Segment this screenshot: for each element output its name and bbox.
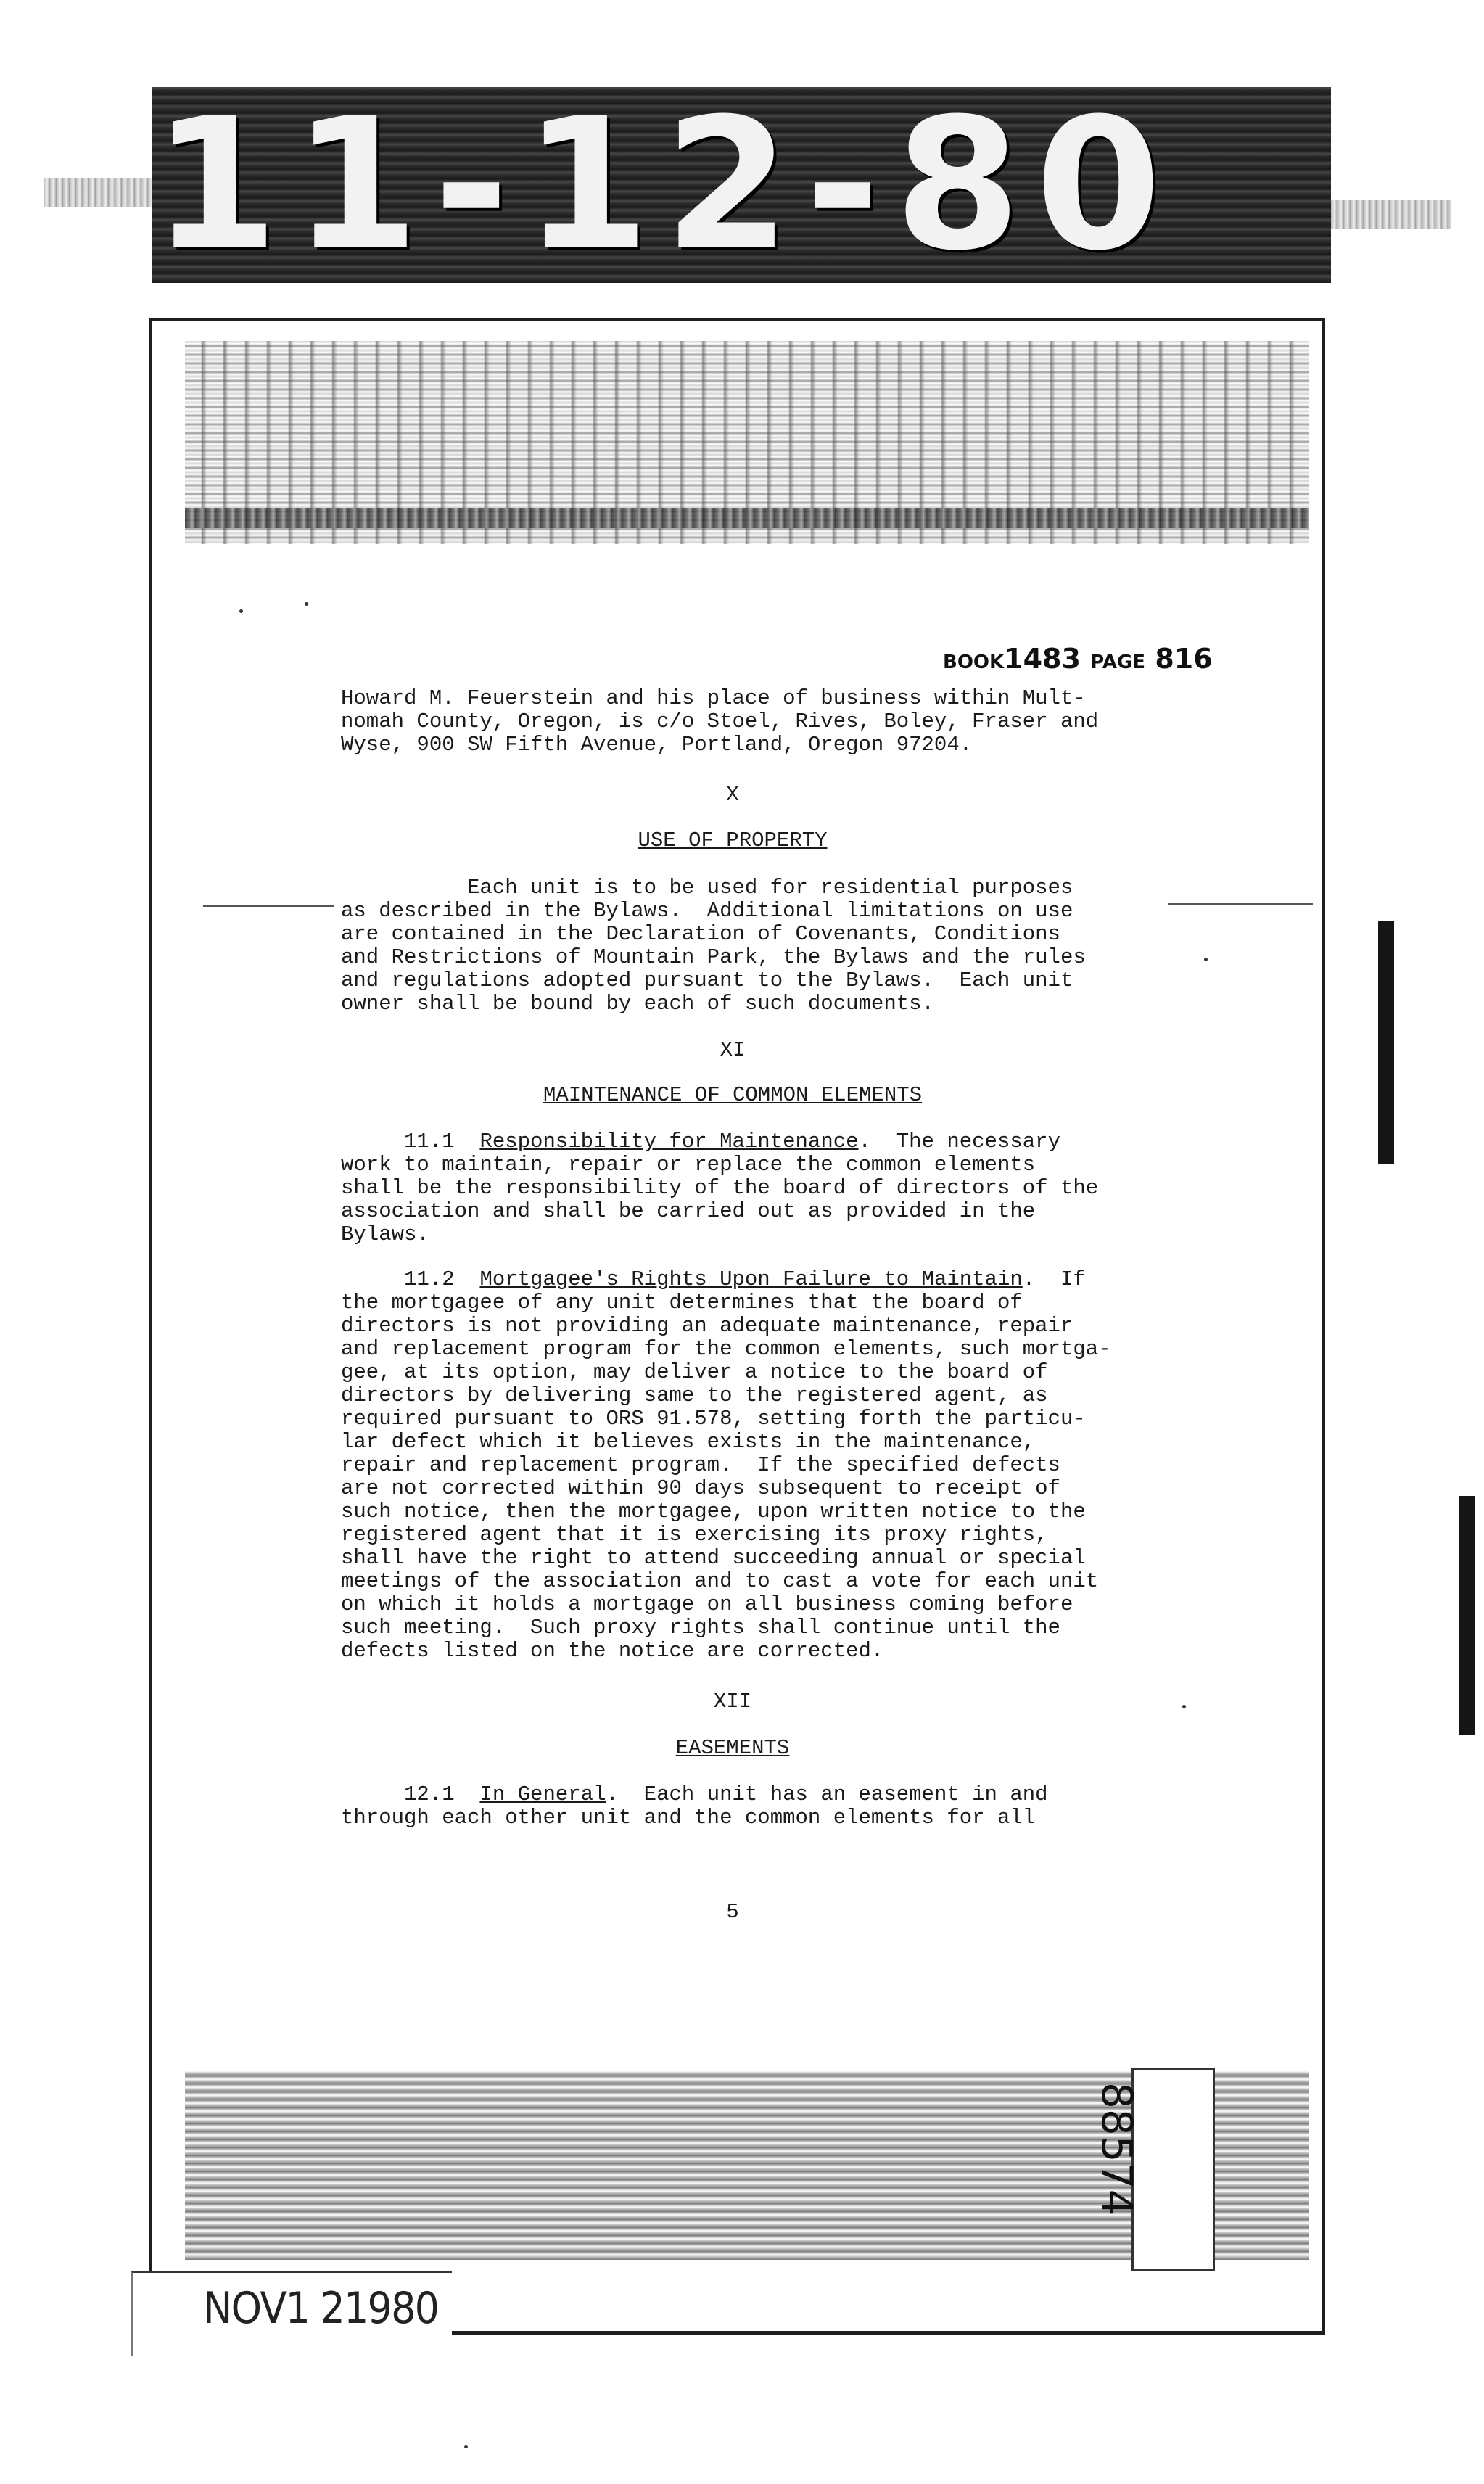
section-x-line-2: as described in the Bylaws. Additional limitations on use (341, 899, 1073, 923)
para-11-1-line-4: association and shall be carried out as provided in the (341, 1199, 1036, 1223)
book-number: 1483 (1004, 643, 1081, 675)
para-11-2-line-3: directors is not providing an adequate maintenance, repair (341, 1314, 1073, 1338)
section-x-line-5: and regulations adopted pursuant to the Bylaws. Each unit (341, 968, 1073, 992)
banner-date: 11-12-80 (152, 79, 1176, 290)
para-12-1-heading: In General (479, 1782, 606, 1806)
para-12-1-first-line (341, 1783, 1175, 1806)
para-11-1-line-3: shall be the responsibility of the board of directors of the (341, 1176, 1099, 1200)
para-11-2-line-8: lar defect which it believes exists in the maintenance, (341, 1430, 1036, 1454)
para-11-2-line-4: and replacement program for the common elements, such mortga- (341, 1337, 1111, 1361)
para-11-2-line-13: shall have the right to attend succeeding annual or special (341, 1546, 1086, 1570)
para-11-2-line-11: such notice, then the mortgagee, upon written notice to the (341, 1500, 1086, 1523)
para-12-1-first-rest: . Each unit has an easement in and (606, 1782, 1048, 1806)
para-11-1-line-5: Bylaws. (341, 1222, 429, 1246)
section-x-number: X (726, 783, 739, 807)
scan-speck (464, 2445, 468, 2448)
document-number-box (1131, 2068, 1215, 2271)
section-x-line-3: are contained in the Declaration of Covenants, Conditions (341, 922, 1060, 946)
page-number-ref: 816 (1155, 643, 1213, 675)
scan-bar-right-1 (1378, 921, 1394, 1164)
para-11-2-line-14: meetings of the association and to cast a vote for each unit (341, 1569, 1099, 1593)
para-11-1-first-rest: . The necessary (858, 1130, 1060, 1153)
para-11-2-line-2: the mortgagee of any unit determines that the board of (341, 1291, 1023, 1315)
scan-bar-right-2 (1459, 1496, 1475, 1735)
para-12-1-number: 12.1 (341, 1782, 480, 1806)
intro-line-3: Wyse, 900 SW Fifth Avenue, Portland, Oregon 97204. (341, 733, 973, 757)
para-11-2-line-16: such meeting. Such proxy rights shall continue until the (341, 1616, 1060, 1640)
section-x-title (341, 829, 1124, 852)
para-11-2-line-17: defects listed on the notice are corrected. (341, 1639, 884, 1663)
scan-speck (305, 602, 308, 606)
para-12-1-line-2: through each other unit and the common elements for all (341, 1806, 1036, 1830)
para-11-2-heading: Mortgagee's Rights Upon Failure to Maintain (479, 1267, 1023, 1291)
para-11-2-first-line (341, 1268, 1175, 1291)
section-x-line-1: Each unit is to be used for residential purposes (341, 876, 1073, 900)
para-11-1-heading: Responsibility for Maintenance (479, 1130, 859, 1153)
para-11-2-line-10: are not corrected within 90 days subsequent to receipt of (341, 1476, 1060, 1500)
para-11-2-line-15: on which it holds a mortgage on all business coming before (341, 1592, 1073, 1616)
book-page-reference (943, 637, 1213, 680)
page-label: PAGE (1090, 651, 1146, 673)
para-11-2-line-9: repair and replacement program. If the specified defects (341, 1453, 1060, 1477)
scan-dashes-left (203, 905, 334, 907)
para-11-2-line-7: required pursuant to ORS 91.578, setting forth the particu- (341, 1407, 1086, 1431)
para-11-2-number: 11.2 (341, 1267, 480, 1291)
section-xii-title (341, 1737, 1124, 1760)
scan-speck (1182, 1705, 1186, 1708)
section-xi-title-text: MAINTENANCE OF COMMON ELEMENTS (543, 1083, 923, 1107)
section-x-line-4: and Restrictions of Mountain Park, the Bylaws and the rules (341, 945, 1086, 969)
para-11-1-line-2: work to maintain, repair or replace the common elements (341, 1153, 1036, 1177)
document-number: 88574 (1092, 2082, 1142, 2216)
book-label: BOOK (943, 651, 1005, 673)
para-11-2-line-5: gee, at its option, may deliver a notice to the board of (341, 1360, 1048, 1384)
section-xi-number: XI (720, 1038, 746, 1062)
para-11-2-first-rest: . If (1022, 1267, 1086, 1291)
banner-wing-right (1331, 200, 1451, 229)
section-x-line-6: owner shall be bound by each of such documents. (341, 992, 934, 1016)
section-xi-title (341, 1084, 1124, 1107)
scan-noise-top-edge (185, 508, 1309, 528)
para-11-2-line-6: directors by delivering same to the registered agent, as (341, 1383, 1048, 1407)
section-xii-title-text: EASEMENTS (675, 1736, 790, 1760)
intro-line-2: nomah County, Oregon, is c/o Stoel, Rives, Boley, Fraser and (341, 710, 1099, 733)
received-date-stamp: NOV1 21980 (203, 2283, 439, 2334)
intro-line-1: Howard M. Feuerstein and his place of business within Mult- (341, 686, 1086, 710)
para-11-1-first-line (341, 1130, 1175, 1153)
para-11-2-line-12: registered agent that it is exercising its proxy rights, (341, 1523, 1048, 1547)
banner-wing-left (44, 178, 152, 207)
page-number: 5 (726, 1900, 739, 1924)
section-x-title-text: USE OF PROPERTY (638, 828, 828, 852)
para-11-1-number: 11.1 (341, 1130, 480, 1153)
scan-speck (239, 609, 243, 613)
scan-dashes-right (1168, 903, 1313, 905)
section-xii-number: XII (713, 1690, 752, 1714)
scan-speck (1204, 958, 1208, 961)
